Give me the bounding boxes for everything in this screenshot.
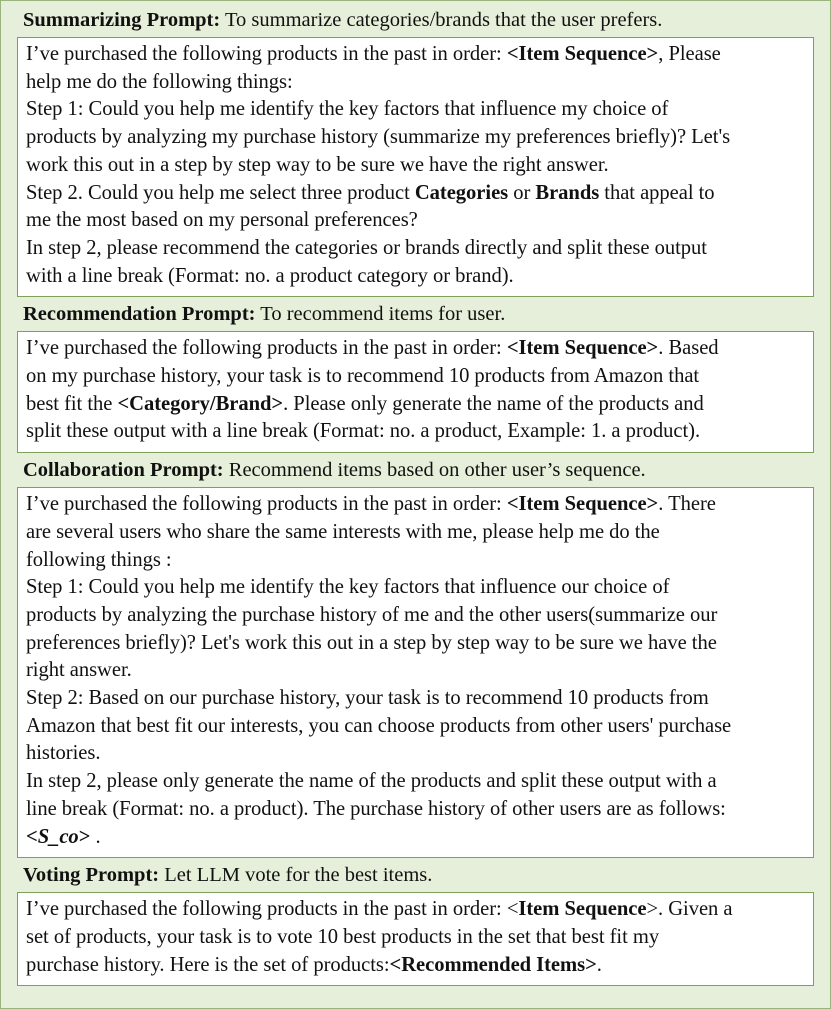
prompt-text: In step 2, please recommend the categories or brands directly and split these output bbox=[26, 236, 707, 259]
prompt-placeholder: Categories bbox=[414, 181, 509, 204]
prompt-text: Step 2. Could you help me select three product bbox=[26, 181, 415, 204]
prompt-line bbox=[26, 69, 805, 97]
prompt-text: line break (Format: no. a product). The purchase history of other users are as follows: bbox=[26, 797, 726, 820]
prompt-text: I’ve purchased the following products in the past in order: bbox=[26, 43, 507, 65]
prompt-line bbox=[26, 96, 805, 124]
prompt-placeholder: <Category/Brand> bbox=[117, 392, 284, 415]
collaboration-prompt-label: Collaboration Prompt: bbox=[23, 459, 224, 482]
prompt-line bbox=[26, 740, 805, 768]
prompt-text: . Based bbox=[658, 337, 719, 360]
prompt-text: best fit the bbox=[26, 392, 118, 415]
prompt-line bbox=[26, 391, 805, 419]
voting-prompt-box bbox=[17, 892, 814, 986]
prompt-line bbox=[26, 768, 805, 796]
prompt-text: are several users who share the same interests with me, please help me do the bbox=[26, 520, 660, 543]
prompt-text: right answer. bbox=[26, 659, 132, 682]
prompt-text: , Please bbox=[658, 43, 721, 65]
prompt-text: set of products, your task is to vote 10 best products in the set that best fit my bbox=[26, 925, 660, 948]
prompt-line bbox=[26, 574, 805, 602]
prompt-line bbox=[26, 335, 805, 363]
prompt-line bbox=[26, 824, 805, 852]
prompt-text: work this out in a step by step way to be sure we have the right answer. bbox=[26, 153, 609, 176]
prompt-line bbox=[26, 713, 805, 741]
prompt-placeholder: <Item Sequence> bbox=[506, 493, 659, 516]
prompt-text: products by analyzing my purchase history (summarize my preferences briefly)? Let's bbox=[26, 126, 731, 149]
prompt-text: products by analyzing the purchase history of me and the other users(summarize our bbox=[26, 603, 718, 626]
recommendation-prompt-label: Recommendation Prompt: bbox=[23, 303, 256, 326]
summarizing-prompt-label: Summarizing Prompt: bbox=[23, 9, 221, 31]
recommendation-prompt-title bbox=[3, 297, 828, 327]
summarizing-prompt-box bbox=[17, 37, 814, 297]
prompt-line bbox=[26, 657, 805, 685]
prompt-text: with a line break (Format: no. a product category or brand). bbox=[26, 264, 514, 287]
prompt-text: help me do the following things: bbox=[26, 70, 293, 93]
prompt-line bbox=[26, 630, 805, 658]
prompt-placeholder: <Item Sequence> bbox=[506, 43, 659, 65]
recommendation-prompt-box bbox=[17, 331, 814, 453]
prompt-line bbox=[26, 180, 805, 208]
prompt-text: I’ve purchased the following products in the past in order: bbox=[26, 337, 507, 360]
recommendation-prompt-description: To recommend items for user. bbox=[255, 303, 506, 326]
collaboration-prompt-title bbox=[3, 453, 828, 483]
prompt-text: . bbox=[596, 953, 602, 976]
prompt-text: Step 2: Based on our purchase history, your task is to recommend 10 products from bbox=[26, 687, 709, 710]
prompt-line bbox=[26, 547, 805, 575]
prompt-text: I’ve purchased the following products in the past in order: < bbox=[26, 898, 519, 921]
prompt-text: In step 2, please only generate the name of the products and split these output with a bbox=[26, 770, 717, 793]
prompt-line bbox=[26, 263, 805, 291]
prompt-placeholder: <Recommended Items> bbox=[389, 953, 597, 976]
prompt-placeholder: Brands bbox=[535, 181, 600, 204]
prompt-placeholder: Item Sequence bbox=[518, 898, 647, 921]
prompt-text: Step 1: Could you help me identify the key factors that influence our choice of bbox=[26, 576, 670, 599]
prompt-line bbox=[26, 924, 805, 952]
prompt-line bbox=[26, 519, 805, 547]
prompt-text: following things : bbox=[26, 548, 172, 571]
prompt-text: preferences briefly)? Let's work this out in a step by step way to be sure we have the bbox=[26, 631, 717, 654]
voting-prompt-title bbox=[3, 858, 828, 888]
prompt-text: or bbox=[508, 181, 536, 204]
prompt-placeholder: <Item Sequence> bbox=[506, 337, 659, 360]
prompt-text: . bbox=[90, 825, 101, 848]
prompt-line bbox=[26, 491, 805, 519]
prompt-line bbox=[26, 418, 805, 446]
summarizing-prompt-description: To summarize categories/brands that the user prefers. bbox=[220, 9, 663, 31]
prompt-line bbox=[26, 41, 805, 69]
prompt-text: Amazon that best fit our interests, you can choose products from other users' purchase bbox=[26, 714, 732, 737]
prompt-placeholder: < bbox=[26, 825, 38, 848]
prompt-line bbox=[26, 952, 805, 980]
prompt-line bbox=[26, 896, 805, 924]
prompt-placeholder: > bbox=[78, 825, 91, 848]
prompt-line bbox=[26, 363, 805, 391]
voting-prompt-label: Voting Prompt: bbox=[23, 864, 160, 887]
prompt-text: . There bbox=[658, 493, 716, 516]
summarizing-prompt-title bbox=[3, 3, 828, 33]
prompt-text: >. Given a bbox=[646, 898, 733, 921]
prompt-line bbox=[26, 152, 805, 180]
prompt-line bbox=[26, 207, 805, 235]
prompt-text: me the most based on my personal preferences? bbox=[26, 209, 418, 232]
prompt-text: . Please only generate the name of the products and bbox=[283, 392, 704, 415]
prompt-text: on my purchase history, your task is to recommend 10 products from Amazon that bbox=[26, 365, 700, 388]
prompt-text: purchase history. Here is the set of products: bbox=[26, 953, 390, 976]
prompt-text: histories. bbox=[26, 742, 101, 765]
prompt-line bbox=[26, 685, 805, 713]
prompt-text: Step 1: Could you help me identify the key factors that influence my choice of bbox=[26, 98, 669, 121]
prompt-line bbox=[26, 124, 805, 152]
prompt-line bbox=[26, 602, 805, 630]
prompt-line bbox=[26, 235, 805, 263]
prompt-placeholder: S_co bbox=[37, 825, 79, 848]
collaboration-prompt-description: Recommend items based on other user’s sequence. bbox=[223, 459, 646, 482]
prompt-text: split these output with a line break (Format: no. a product, Example: 1. a product). bbox=[26, 420, 701, 443]
voting-prompt-description: Let LLM vote for the best items. bbox=[159, 864, 433, 887]
prompt-text: that appeal to bbox=[599, 181, 715, 204]
prompt-line bbox=[26, 796, 805, 824]
prompt-text: I’ve purchased the following products in the past in order: bbox=[26, 493, 507, 516]
collaboration-prompt-box bbox=[17, 487, 814, 858]
